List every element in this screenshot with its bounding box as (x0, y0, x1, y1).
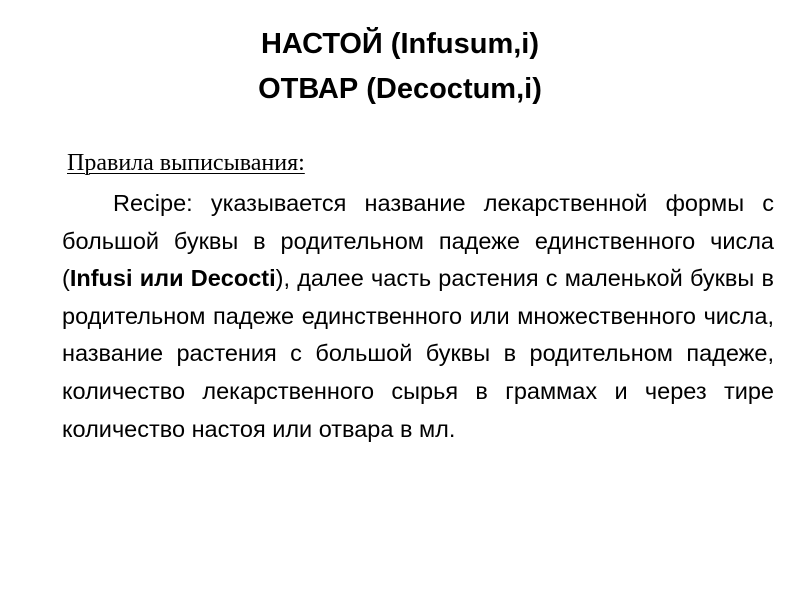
section-heading: Правила выписывания: (67, 150, 305, 176)
title-line-infusum: НАСТОЙ (Infusum,i) (260, 28, 540, 60)
body-bold-term: Infusi или Decocti (69, 265, 276, 292)
body-paragraph (62, 185, 774, 448)
slide-title (0, 22, 800, 112)
title-line-decoctum: ОТВАР (Decoctum,i) (258, 73, 542, 105)
body-text-part-2: ), далее часть растения с маленькой буквы в родительном падеже единственного или множественного числа, название растения с большой буквы в родительном падеже, количество лекарственного сырья в граммах и через тире количество настоя или отвара в мл. (62, 265, 774, 442)
body-text-part-1: Recipe: указывается название лекарственной формы с большой буквы в родительном падеже единственного числа ( (62, 190, 774, 292)
